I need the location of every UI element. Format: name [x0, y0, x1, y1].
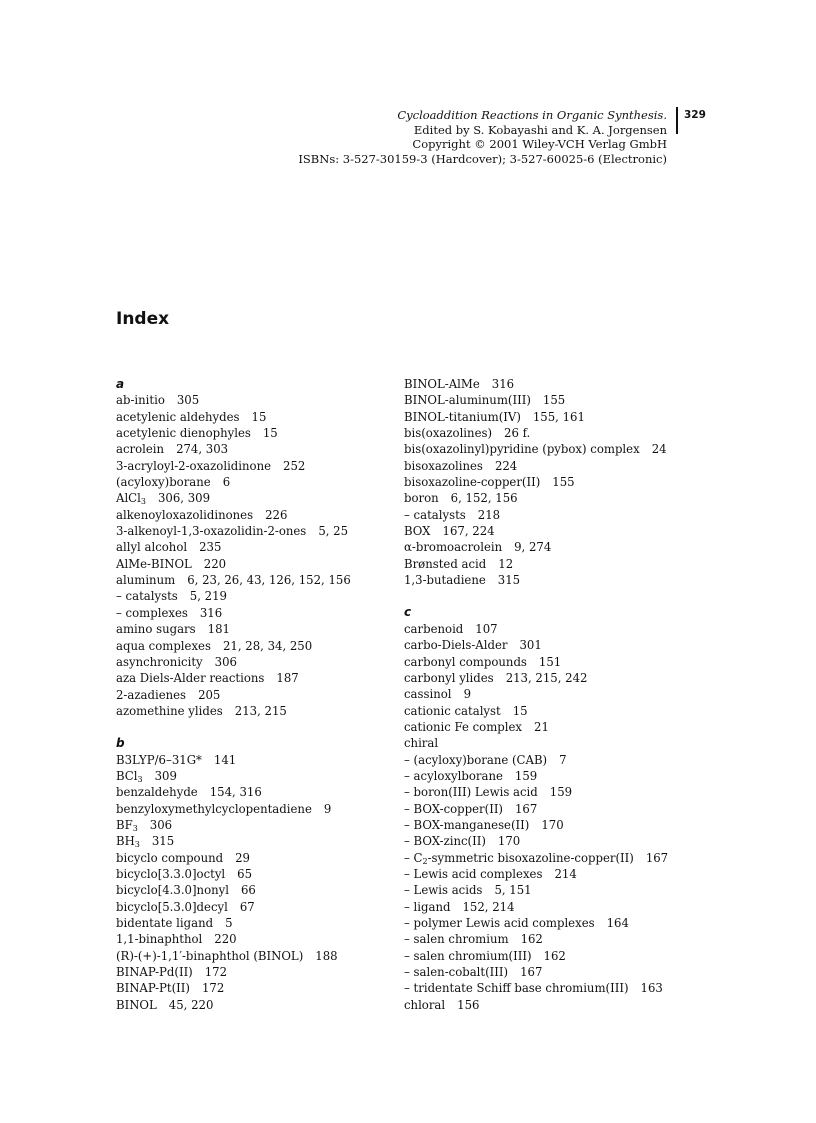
index-group-c — [404, 621, 704, 1013]
index-term-subscript: 3 — [137, 774, 143, 784]
index-entry — [404, 523, 704, 539]
index-title: Index — [116, 309, 170, 329]
index-term: ab-initio — [116, 393, 165, 408]
index-entry — [116, 833, 416, 849]
index-pages: 187 — [276, 671, 299, 686]
index-pages: 167 — [645, 850, 669, 865]
index-pages: 163 — [640, 981, 663, 996]
index-pages: 5, 219 — [189, 589, 227, 604]
index-entry — [404, 376, 704, 392]
index-term: – Lewis acids — [404, 883, 483, 898]
index-term: – Lewis acid complexes — [404, 866, 543, 881]
index-pages: 151 — [538, 654, 562, 669]
index-term: boron — [404, 491, 439, 506]
index-term: bicyclo[3.3.0]octyl — [116, 866, 226, 881]
index-term: chiral — [404, 736, 439, 751]
index-entry — [404, 458, 704, 474]
index-pages: 9 — [323, 801, 332, 816]
index-pages: 306 — [149, 817, 173, 832]
index-entry — [116, 490, 416, 506]
index-pages: 301 — [519, 638, 542, 653]
index-pages: 170 — [497, 834, 521, 849]
index-pages: 315 — [497, 573, 521, 588]
index-term: B3LYP/6–31G* — [116, 752, 202, 767]
index-entry — [404, 392, 704, 408]
index-term: – (acyloxy)borane (CAB) — [404, 752, 548, 767]
index-entry — [116, 784, 416, 800]
index-pages: 5 — [225, 916, 233, 930]
book-isbns: ISBNs: 3-527-30159-3 (Hardcover); 3-527-60025-6 (Electronic) — [298, 151, 667, 166]
index-term: bis(oxazolines) — [404, 426, 493, 441]
index-pages: 226 — [265, 507, 288, 522]
section-letter-c: c — [404, 605, 412, 620]
section-letter-a: a — [116, 377, 125, 391]
index-pages: 66 — [240, 883, 256, 898]
index-entry — [404, 980, 704, 996]
index-entry — [116, 752, 416, 768]
index-entry — [404, 425, 704, 441]
index-entry — [116, 899, 416, 915]
index-term: carbonyl compounds — [404, 654, 527, 669]
index-pages: 162 — [520, 932, 543, 947]
index-entry — [404, 833, 704, 849]
index-entry — [404, 441, 704, 457]
index-term: – boron(III) Lewis acid — [404, 785, 538, 800]
index-entry — [404, 572, 704, 588]
index-term: Brønsted acid — [404, 556, 487, 571]
index-pages: 316 — [199, 605, 223, 620]
index-term: – ligand — [404, 899, 451, 914]
book-title: Cycloaddition Reactions in Organic Synthesis. — [397, 108, 667, 122]
index-pages: 15 — [251, 409, 267, 424]
index-entry — [404, 409, 704, 425]
index-entry — [116, 425, 416, 441]
index-entry — [404, 948, 704, 964]
index-entry — [116, 801, 416, 817]
index-pages: 159 — [549, 785, 573, 800]
index-term-subscript: 3 — [140, 497, 146, 507]
index-term: chloral — [404, 997, 446, 1012]
index-entry — [116, 654, 416, 670]
index-term: – acyloxylborane — [404, 768, 503, 783]
index-entry — [404, 735, 704, 751]
index-term: (R)-(+)-1,1′-binaphthol (BINOL) — [116, 948, 304, 963]
index-term: – catalysts — [116, 589, 178, 604]
index-entry — [404, 915, 704, 931]
index-entry — [404, 703, 704, 719]
index-pages: 205 — [198, 687, 221, 702]
index-entry — [404, 801, 704, 817]
index-pages: 162 — [543, 948, 566, 963]
index-term: BINOL-AlMe — [404, 377, 480, 391]
index-entry — [404, 474, 704, 490]
index-term: BINOL-aluminum(III) — [404, 393, 531, 408]
index-term: BINAP-Pd(II) — [116, 965, 193, 980]
index-pages: 155 — [552, 475, 575, 490]
index-pages: 15 — [262, 426, 278, 441]
index-term: AlMe-BINOL — [116, 556, 192, 571]
index-term-suffix: -symmetric bisoxazoline-copper(II) — [427, 850, 634, 865]
index-pages: 214 — [554, 866, 577, 881]
index-term: alkenoyloxazolidinones — [116, 507, 254, 522]
index-term: – salen chromium(III) — [404, 948, 532, 963]
index-entry — [404, 686, 704, 702]
index-term: bicyclo compound — [116, 850, 224, 865]
index-entry — [404, 654, 704, 670]
index-term: 1,3-butadiene — [404, 573, 486, 588]
index-term: – salen chromium — [404, 932, 509, 947]
index-pages: 188 — [315, 948, 338, 963]
index-entry — [404, 768, 704, 784]
index-pages: 181 — [207, 622, 230, 637]
index-entry — [116, 441, 416, 457]
index-pages: 7 — [559, 752, 567, 767]
index-term: aza Diels-Alder reactions — [116, 671, 265, 686]
index-entry — [116, 997, 416, 1013]
index-pages: 141 — [213, 752, 237, 767]
index-term-subscript: 2 — [422, 856, 428, 866]
index-entry — [404, 670, 704, 686]
index-term: carbonyl ylides — [404, 670, 494, 685]
index-term: 1,1-binaphthol — [116, 932, 203, 947]
index-term: (acyloxy)borane — [116, 475, 211, 490]
index-entry — [116, 572, 416, 588]
index-pages: 213, 215 — [234, 703, 287, 718]
index-term: 3-acryloyl-2-oxazolidinone — [116, 458, 272, 473]
index-pages: 306 — [214, 654, 237, 669]
index-pages: 172 — [204, 965, 228, 980]
index-term: allyl alcohol — [116, 540, 188, 555]
index-term: BINOL-titanium(IV) — [404, 409, 521, 424]
index-pages: 65 — [237, 866, 253, 881]
index-entry — [116, 670, 416, 686]
index-pages: 159 — [514, 768, 538, 783]
index-column-right — [404, 376, 704, 1013]
index-term: acrolein — [116, 442, 165, 457]
index-entry — [116, 638, 416, 654]
index-entry — [116, 866, 416, 882]
index-entry — [116, 964, 416, 980]
page-number: 329 — [676, 107, 706, 134]
index-term: 2-azadienes — [116, 687, 187, 702]
index-term: – salen-cobalt(III) — [404, 965, 509, 980]
index-pages: 26 f. — [504, 426, 531, 441]
index-entry — [116, 409, 416, 425]
index-entry — [116, 539, 416, 555]
index-term: BCl — [116, 768, 138, 783]
index-term: BINAP-Pt(II) — [116, 981, 190, 996]
index-pages: 6, 152, 156 — [450, 491, 518, 506]
index-pages: 9 — [463, 687, 471, 702]
index-term: bidentate ligand — [116, 916, 214, 930]
index-pages: 155, 161 — [532, 409, 585, 424]
index-entry — [116, 458, 416, 474]
index-term: – tridentate Schiff base chromium(III) — [404, 981, 629, 996]
index-entry — [404, 964, 704, 980]
index-pages: 21, 28, 34, 250 — [222, 638, 313, 653]
index-entry — [404, 621, 704, 637]
index-column-left — [116, 376, 416, 1013]
index-entry — [404, 997, 704, 1013]
index-pages: 309 — [154, 768, 177, 783]
index-entry — [116, 817, 416, 833]
index-term: – BOX-manganese(II) — [404, 817, 530, 832]
index-pages: 167, 224 — [442, 524, 495, 539]
index-entry — [404, 556, 704, 572]
index-entry — [116, 931, 416, 947]
index-group-b — [116, 752, 416, 1014]
index-pages: 220 — [214, 932, 237, 947]
index-entry — [116, 882, 416, 898]
index-term: BINOL — [116, 997, 157, 1012]
index-entry — [404, 866, 704, 882]
index-term: bicyclo[4.3.0]nonyl — [116, 883, 229, 898]
index-term: acetylenic dienophyles — [116, 426, 251, 441]
index-entry — [116, 474, 416, 490]
index-pages: 306, 309 — [157, 491, 210, 506]
index-entry — [404, 719, 704, 735]
index-term: BH — [116, 834, 135, 849]
index-entry — [116, 605, 416, 621]
index-group-a — [116, 392, 416, 719]
index-entry — [116, 507, 416, 523]
index-term: 3-alkenoyl-1,3-oxazolidin-2-ones — [116, 524, 307, 539]
index-pages: 220 — [203, 556, 227, 571]
index-term: bis(oxazolinyl)pyridine (pybox) complex — [404, 442, 640, 457]
index-entry — [116, 768, 416, 784]
index-pages: 224 — [494, 458, 518, 473]
index-entry — [404, 752, 704, 768]
index-pages: 9, 274 — [514, 540, 552, 555]
index-pages: 6, 23, 26, 43, 126, 152, 156 — [187, 573, 351, 588]
index-pages: 6 — [222, 475, 231, 490]
index-entry — [404, 899, 704, 915]
index-term-subscript: 3 — [134, 840, 140, 850]
index-pages: 156 — [457, 997, 480, 1012]
index-pages: 274, 303 — [176, 442, 229, 457]
index-entry — [404, 490, 704, 506]
index-pages: 5, 151 — [494, 883, 532, 898]
index-entry — [404, 931, 704, 947]
index-entry — [404, 850, 704, 866]
index-pages: 167 — [515, 801, 538, 816]
index-term: bisoxazoline-copper(II) — [404, 475, 541, 490]
index-pages: 15 — [512, 703, 528, 718]
index-pages: 155 — [542, 393, 566, 408]
index-pages: 164 — [606, 916, 629, 930]
section-letter-b: b — [116, 736, 125, 751]
index-entry — [116, 850, 416, 866]
index-entry — [404, 784, 704, 800]
index-term: aqua complexes — [116, 638, 211, 653]
index-entry — [116, 980, 416, 996]
index-term: cationic Fe complex — [404, 719, 523, 734]
index-term: bicyclo[5.3.0]decyl — [116, 899, 228, 914]
index-term: asynchronicity — [116, 654, 203, 669]
index-pages: 172 — [201, 981, 225, 996]
index-entry — [116, 556, 416, 572]
index-pages: 12 — [498, 556, 514, 571]
index-term: BF — [116, 817, 133, 832]
index-term: cationic catalyst — [404, 703, 501, 718]
index-term: benzaldehyde — [116, 785, 198, 800]
index-pages: 235 — [199, 540, 222, 555]
index-term: – BOX-copper(II) — [404, 801, 503, 816]
index-entry — [404, 882, 704, 898]
index-pages: 305 — [176, 393, 200, 408]
index-term: – BOX-zinc(II) — [404, 834, 486, 849]
index-entry — [116, 588, 416, 604]
index-pages: 213, 215, 242 — [505, 670, 588, 685]
index-pages: 107 — [475, 621, 498, 636]
index-pages: 21 — [534, 719, 549, 734]
index-group-b-continued — [404, 376, 704, 588]
index-entry — [404, 507, 704, 523]
index-entry — [116, 915, 416, 931]
index-entry — [116, 687, 416, 703]
index-term: – catalysts — [404, 507, 466, 522]
index-term: amino sugars — [116, 622, 196, 637]
index-term: α-bromoacrolein — [404, 540, 503, 555]
index-entry — [404, 539, 704, 555]
index-term: benzyloxymethylcyclopentadiene — [116, 801, 312, 816]
index-pages: 218 — [477, 507, 501, 522]
index-entry — [116, 948, 416, 964]
index-term: cassinol — [404, 687, 452, 702]
index-term: – complexes — [116, 605, 188, 620]
book-copyright: Copyright © 2001 Wiley-VCH Verlag GmbH — [412, 137, 667, 151]
index-term: aluminum — [116, 573, 176, 588]
index-term: azomethine ylides — [116, 703, 223, 718]
index-pages: 5, 25 — [318, 524, 349, 539]
index-pages: 154, 316 — [209, 785, 262, 800]
index-term: – C — [404, 850, 423, 865]
index-term: BOX — [404, 524, 431, 539]
index-term: – polymer Lewis acid complexes — [404, 916, 595, 930]
index-entry — [116, 703, 416, 719]
index-entry — [404, 637, 704, 653]
index-entry — [116, 523, 416, 539]
index-pages: 170 — [541, 817, 564, 832]
index-term: carbenoid — [404, 621, 464, 636]
index-entry — [116, 621, 416, 637]
index-pages: 316 — [491, 377, 515, 391]
index-term: carbo-Diels-Alder — [404, 638, 508, 653]
index-pages: 152, 214 — [462, 899, 515, 914]
index-pages: 315 — [151, 834, 175, 849]
index-term: bisoxazolines — [404, 458, 483, 473]
index-entry — [404, 817, 704, 833]
book-editors: Edited by S. Kobayashi and K. A. Jorgensen — [413, 122, 667, 137]
index-term-subscript: 3 — [132, 823, 138, 833]
index-pages: 29 — [235, 850, 250, 865]
index-pages: 67 — [239, 899, 255, 914]
index-pages: 167 — [520, 965, 543, 980]
index-entry — [116, 392, 416, 408]
index-term: acetylenic aldehydes — [116, 409, 240, 424]
index-term: AlCl — [116, 491, 141, 506]
index-pages: 24 — [651, 442, 667, 457]
index-pages: 45, 220 — [168, 997, 214, 1012]
index-pages: 252 — [283, 458, 306, 473]
book-header — [247, 108, 667, 166]
